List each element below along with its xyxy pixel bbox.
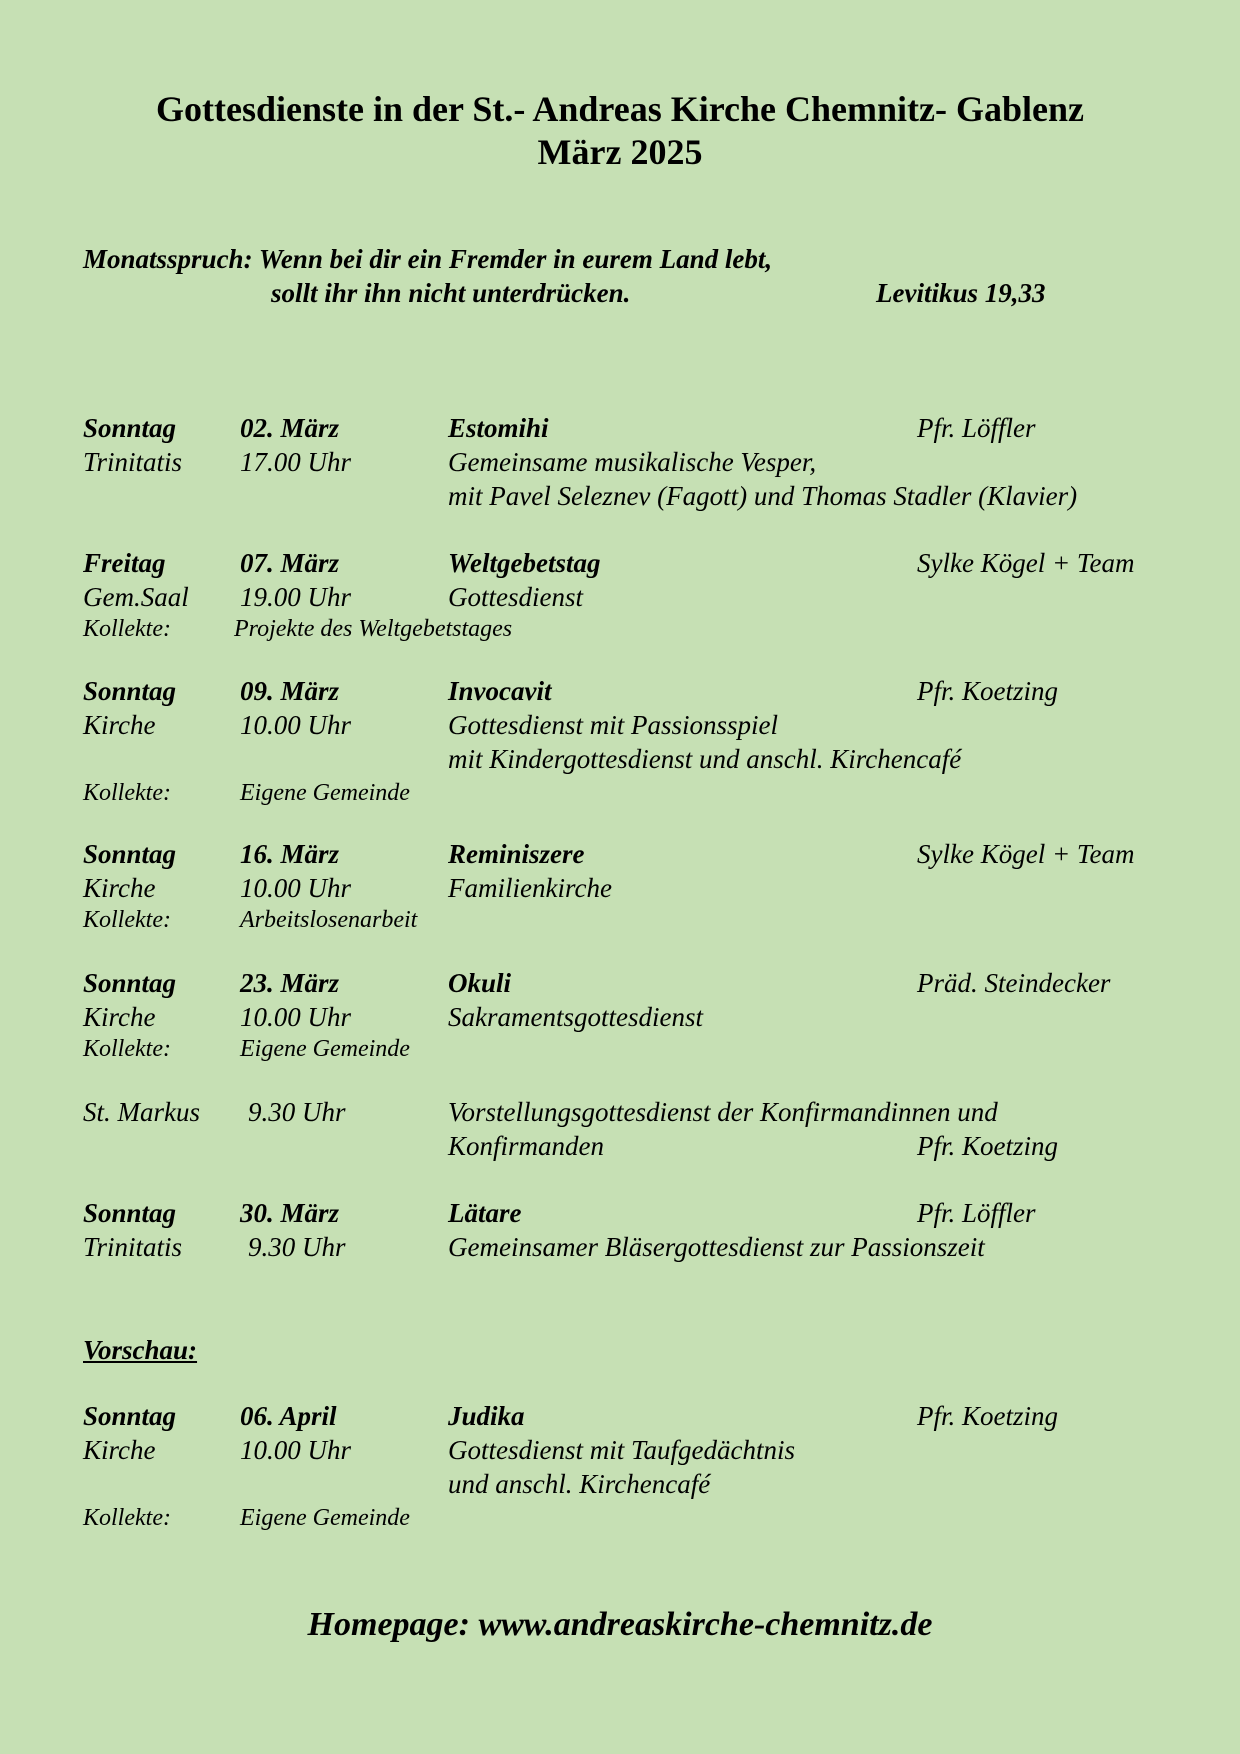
page-title: Gottesdienste in der St.- Andreas Kirche Chemnitz- Gablenz	[156, 89, 1084, 129]
service-place: Kirche	[83, 710, 156, 740]
service-name: Reminiszere	[448, 839, 585, 869]
service-name: Okuli	[448, 968, 512, 998]
collection-label: Kollekte:	[83, 1036, 171, 1062]
service-description: Familienkirche	[448, 873, 612, 903]
service-description: Gottesdienst mit Taufgedächtnis	[448, 1435, 796, 1465]
monthly-verse-line1: Monatsspruch: Wenn bei dir ein Fremder in eurem Land lebt,	[83, 244, 773, 274]
service-7-details	[0, 1230, 1240, 1264]
service-date: 23. März	[240, 968, 340, 998]
service-description-cont: mit Kindergottesdienst und anschl. Kirchencafé	[448, 744, 962, 774]
page-subtitle-month: März 2025	[537, 132, 703, 172]
preview-service-details	[0, 1433, 1240, 1467]
service-4-details	[0, 871, 1240, 905]
service-time: 10.00 Uhr	[240, 710, 352, 740]
service-5-details	[0, 1000, 1240, 1034]
service-leader: Pfr. Koetzing	[917, 1131, 1059, 1161]
service-place: Kirche	[83, 1002, 156, 1032]
service-description-cont: mit Pavel Seleznev (Fagott) und Thomas Stadler (Klavier)	[448, 481, 1078, 511]
service-6-details-cont	[0, 1129, 1240, 1163]
service-day: Sonntag	[83, 413, 177, 443]
service-name: Lätare	[448, 1198, 522, 1228]
service-leader: Pfr. Koetzing	[917, 676, 1059, 706]
service-2-header	[0, 546, 1240, 580]
service-time: 10.00 Uhr	[240, 1435, 352, 1465]
service-name: Invocavit	[448, 676, 552, 706]
service-place: Kirche	[83, 873, 156, 903]
service-description: Gemeinsame musikalische Vesper,	[448, 447, 817, 477]
service-place: Gem.Saal	[83, 582, 189, 612]
service-name: Judika	[448, 1401, 525, 1431]
preview-heading: Vorschau:	[83, 1335, 198, 1365]
service-date: 02. März	[240, 413, 340, 443]
service-1-header	[0, 411, 1240, 445]
service-place: Trinitatis	[83, 1232, 183, 1262]
service-leader: Präd. Steindecker	[917, 968, 1111, 998]
service-time: 9.30 Uhr	[248, 1232, 346, 1262]
service-4-header	[0, 837, 1240, 871]
service-time: 19.00 Uhr	[240, 582, 352, 612]
homepage-link: Homepage: www.andreaskirche-chemnitz.de	[307, 1606, 933, 1643]
service-description: Vorstellungsgottesdienst der Konfirmandinnen und	[448, 1097, 998, 1127]
service-leader: Pfr. Koetzing	[917, 1401, 1059, 1431]
service-leader: Sylke Kögel + Team	[917, 839, 1135, 869]
service-3-collection	[0, 776, 1240, 810]
service-day: Sonntag	[83, 1401, 177, 1431]
service-3-details-cont	[0, 742, 1240, 776]
collection-label: Kollekte:	[83, 1505, 171, 1531]
service-day: Freitag	[83, 548, 166, 578]
preview-service-details-cont	[0, 1467, 1240, 1501]
service-5-header	[0, 966, 1240, 1000]
monthly-verse-reference: Levitikus 19,33	[876, 278, 1046, 308]
service-date: 30. März	[240, 1198, 340, 1228]
preview-service-header	[0, 1399, 1240, 1433]
monthly-verse-line2: sollt ihr ihn nicht unterdrücken.	[271, 278, 631, 308]
service-time: 9.30 Uhr	[248, 1097, 346, 1127]
collection-purpose: Eigene Gemeinde	[240, 780, 410, 806]
service-date: 06. April	[240, 1401, 337, 1431]
service-3-details	[0, 708, 1240, 742]
service-date: 07. März	[240, 548, 340, 578]
service-date: 09. März	[240, 676, 340, 706]
service-day: Sonntag	[83, 676, 177, 706]
service-leader: Pfr. Löffler	[917, 413, 1036, 443]
service-2-details	[0, 580, 1240, 614]
collection-purpose: Projekte des Weltgebetstages	[234, 616, 513, 642]
service-5-collection	[0, 1032, 1240, 1066]
service-description: Gemeinsamer Bläsergottesdienst zur Passionszeit	[448, 1232, 985, 1262]
service-description-cont: und anschl. Kirchencafé	[448, 1469, 711, 1499]
collection-purpose: Eigene Gemeinde	[240, 1505, 410, 1531]
service-7-header	[0, 1196, 1240, 1230]
service-2-collection	[0, 612, 1240, 646]
service-6-details	[0, 1095, 1240, 1129]
service-time: 10.00 Uhr	[240, 1002, 352, 1032]
collection-purpose: Eigene Gemeinde	[240, 1036, 410, 1062]
service-leader: Sylke Kögel + Team	[917, 548, 1135, 578]
service-leader: Pfr. Löffler	[917, 1198, 1036, 1228]
service-1-details-cont	[0, 479, 1240, 513]
service-place: Kirche	[83, 1435, 156, 1465]
service-place: Trinitatis	[83, 447, 183, 477]
collection-label: Kollekte:	[83, 780, 171, 806]
service-name: Weltgebetstag	[448, 548, 601, 578]
service-4-collection	[0, 903, 1240, 937]
service-3-header	[0, 674, 1240, 708]
preview-collection	[0, 1501, 1240, 1535]
service-name: Estomihi	[448, 413, 549, 443]
service-day: Sonntag	[83, 1198, 177, 1228]
service-time: 10.00 Uhr	[240, 873, 352, 903]
service-description: Sakramentsgottesdienst	[448, 1002, 703, 1032]
collection-label: Kollekte:	[83, 616, 171, 642]
service-day: Sonntag	[83, 968, 177, 998]
service-description: Gottesdienst mit Passionsspiel	[448, 710, 778, 740]
service-description: Gottesdienst	[448, 582, 583, 612]
collection-label: Kollekte:	[83, 907, 171, 933]
service-date: 16. März	[240, 839, 340, 869]
collection-purpose: Arbeitslosenarbeit	[240, 907, 418, 933]
service-description-cont: Konfirmanden	[448, 1131, 605, 1161]
service-time: 17.00 Uhr	[240, 447, 352, 477]
service-day: Sonntag	[83, 839, 177, 869]
service-1-details	[0, 445, 1240, 479]
service-place: St. Markus	[83, 1097, 200, 1127]
